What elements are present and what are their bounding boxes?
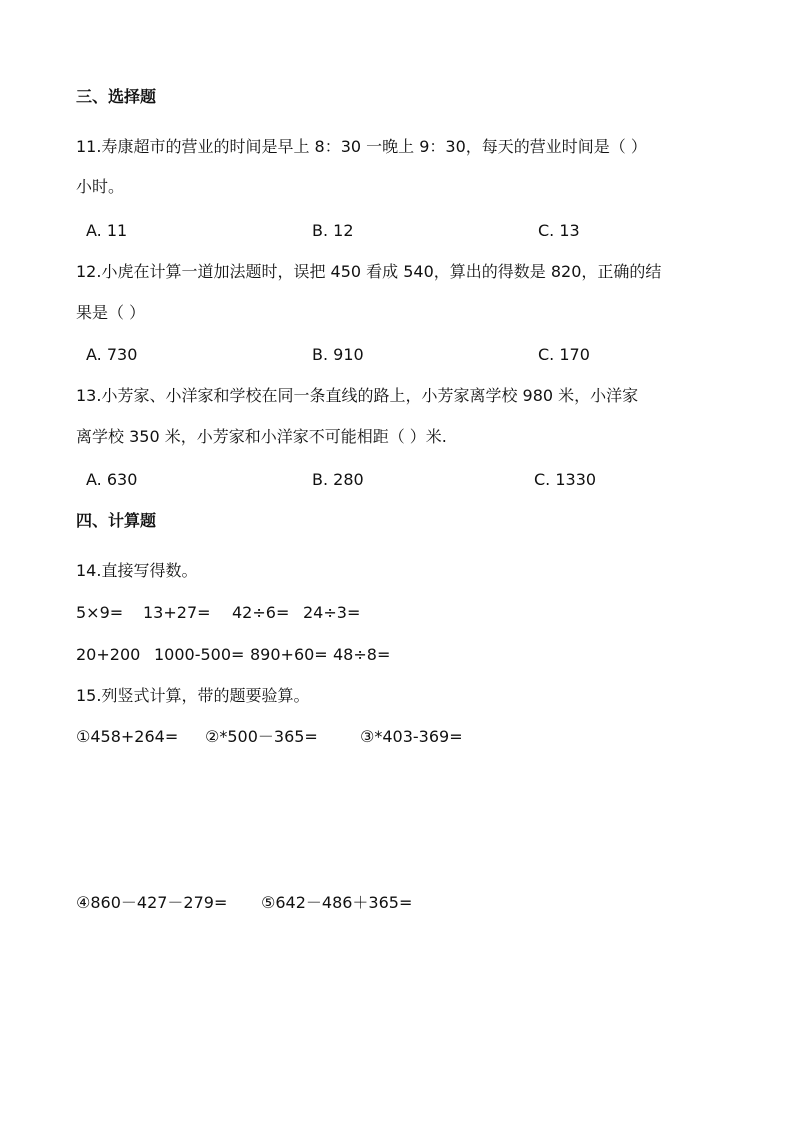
question-12-option-b: B. 910: [312, 345, 364, 364]
question-12-option-a: A. 730: [86, 345, 138, 364]
question-11-option-b: B. 12: [312, 221, 354, 240]
q14-item: 48÷8=: [333, 645, 391, 664]
q14-item: 1000-500=: [154, 645, 245, 664]
question-13-line-1: 13.小芳家、小洋家和学校在同一条直线的路上，小芳家离学校 980 米，小洋家: [76, 386, 639, 405]
question-14-title: 14.直接写得数。: [76, 561, 198, 580]
question-13-option-c: C. 1330: [534, 470, 597, 489]
q14-item: 890+60=: [250, 645, 328, 664]
question-12-line-1: 12.小虎在计算一道加法题时，误把 450 看成 540，算出的得数是 820，正确的结: [76, 262, 662, 281]
question-13-option-b: B. 280: [312, 470, 364, 489]
question-13-option-a: A. 630: [86, 470, 138, 489]
question-12-line-2: 果是（ ）: [76, 303, 146, 322]
question-12-option-c: C. 170: [538, 345, 590, 364]
q15-problem-1: ①458+264=: [76, 727, 179, 746]
q14-item: 42÷6=: [232, 603, 290, 622]
section-heading-choice: 三、选择题: [76, 87, 157, 106]
question-11-option-a: A. 11: [86, 221, 128, 240]
section-heading-calc: 四、计算题: [76, 511, 157, 530]
question-11-line-2: 小时。: [76, 177, 125, 196]
q15-problem-4: ④860－427－279=: [76, 893, 228, 912]
question-13-line-2: 离学校 350 米，小芳家和小洋家不可能相距（ ）米.: [76, 427, 447, 446]
q14-item: 5×9=: [76, 603, 124, 622]
q15-problem-3: ③*403-369=: [360, 727, 463, 746]
q15-problem-2: ②*500－365=: [205, 727, 318, 746]
q15-problem-5: ⑤642－486＋365=: [261, 893, 413, 912]
q14-item: 24÷3=: [303, 603, 361, 622]
q14-item: 20+200: [76, 645, 141, 664]
question-11-option-c: C. 13: [538, 221, 580, 240]
question-15-title: 15.列竖式计算，带的题要验算。: [76, 686, 310, 705]
q14-item: 13+27=: [143, 603, 211, 622]
question-11-line-1: 11.寿康超市的营业的时间是早上 8：30 一晚上 9：30，每天的营业时间是（ ）: [76, 137, 647, 156]
